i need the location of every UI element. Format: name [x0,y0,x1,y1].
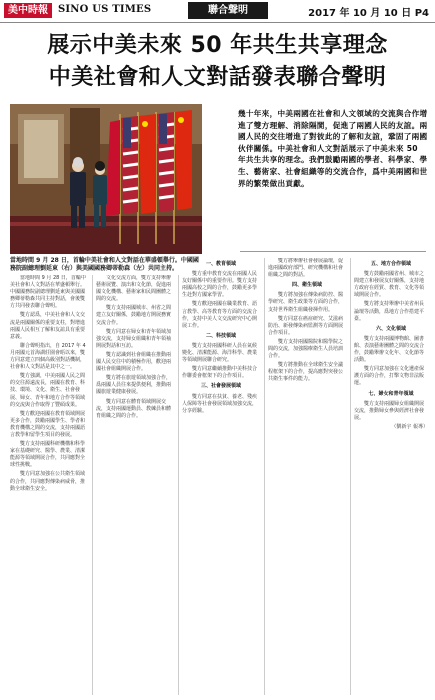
masthead [0,0,435,23]
article-paragraph: 雙方同意加強在公共衛生領域的合作，共同應對傳染病威脅，推動全球衛生安全。 [10,471,86,492]
article-column-2 [96,275,174,695]
section-label: 聯合聲明 [188,2,268,19]
article-paragraph: 一、教育領域 [205,261,236,267]
photo-illustration [10,104,202,254]
headline [0,30,435,94]
article-paragraph: 雙方將支持舉辦中美省州長論壇等活動，爲地方合作搭建平臺。 [354,301,425,322]
article-paragraph: 七、婦女和青年領域 [368,390,414,397]
article-paragraph: 二、科技領域 [205,332,236,339]
column-divider [92,275,93,695]
article-paragraph: （劉新宇 報導） [391,423,428,430]
lede-paragraph: 幾十年來，中美兩國在社會和人文領域的交流與合作增進了雙方理解、消除隔閡，促進了兩國人民的友誼。兩國人民的交往增進了對彼此的了解和友誼，鞏固了兩國伙伴關係。中美社會和人文對話展示了中美未來 50 年共生共享的理念。我們鼓勵兩國的學者、科學家、學生、藝術家、社會組織等的交流合作，爲中美兩國和世界的繁榮做出貢獻。 [238,109,428,188]
article-paragraph: 雙方將加強在傳染病防控、醫學研究、衛生政策等方面的合作，支持世界衛生組織發揮作用。 [268,292,344,313]
article-column-3 [182,258,260,695]
article-paragraph: 雙方認識到社會組織在推動兩國人民交往中的積極作用，歡迎兩國社會組織開展合作。 [96,351,172,373]
headline-line-1: 展示中美未來 50 年共生共享理念 [47,33,388,58]
article-paragraph: 雙方支持兩國博物館、圖書館、表演藝術團體之間的交流合作，鼓勵舉辦文化年、文化節等活動。 [354,335,425,364]
article-column-5 [354,258,428,695]
article-paragraph: 雙方鼓勵兩國省州、城市之間建立和發展友好關係，支持地方政府在經貿、教育、文化等領域開展合作。 [354,271,425,299]
photo-caption: 當地時間 9 月 28 日，首輪中美社會和人文對話在華盛頓舉行。中國國務院副總理劉延東（右）與美國國務卿蒂勒森（左）共同主持。 [10,257,199,272]
article-paragraph: 雙方將舉辦社會發展論壇，促進兩國政府部門、研究機構和社會組織之間的對話。 [268,258,344,279]
article-paragraph: 雙方歡迎兩國在職業教育、語言教學、高等教育等方面的交流合作，支持中美人文交流研究中心開展工作。 [182,301,258,329]
article-paragraph: 雙方同意繼續推動中美科技合作聯委會框架下的合作項目。 [182,366,258,380]
article-column-4 [268,258,346,695]
article-paragraph: 文化交流方面，雙方支持舉辦藝術展覽、演出和文化節，促進兩國文化機構、藝術家和民間團體之間的交流。 [96,275,172,303]
column-divider [264,258,265,695]
article-paragraph: 四、衛生領域 [291,282,322,289]
article-paragraph: 雙方支持兩國婦女組織開展交流，推動婦女參與經濟社會發展。 [354,400,425,421]
article-paragraph: 雙方支持兩國城市、州省之間建立友好關係，鼓勵地方開展務實交流合作。 [96,305,172,326]
article-paragraph: 雙方強調，中美兩國人民之間的交往源遠流長，兩國在教育、科技、環境、文化、衛生、社會發展、婦女、青年和地方合作等領域的交流與合作取得了豐碩成果。 [10,373,86,408]
article-paragraph: 三、社會發展領域 [200,383,241,390]
article-paragraph: 雙方同意在癌症研究、艾滋病防治、新發傳染病監測等方面開展合作項目。 [268,315,344,336]
article-paragraph: 雙方將在旅遊領域加強合作，爲兩國人員往來提供便利，推動兩國旅遊業健康發展。 [96,375,172,396]
article-paragraph: 聯合聲明指出，自 2017 年 4 月兩國元首海湖莊園會晤以來，雙方同意建立四個高級別對話機制，社會和人文對話是其中之一。 [10,342,86,371]
article-paragraph: 雙方支持兩國醫院和醫學院之間的交流，加強醫療衛生人員培訓合作。 [268,338,344,360]
article-paragraph: 雙方同意加強在文化遺產保護方面的合作，打擊文物非法販運。 [354,366,425,387]
column-divider [178,275,179,695]
news-photo [10,104,202,254]
newspaper-title-en: SINO US TIMES [58,4,152,15]
article-paragraph: 五、地方合作領域 [370,261,411,267]
article-paragraph: 雙方支持兩國科研人員在氣候變化、清潔能源、海洋科學、農業等領域開展聯合研究。 [182,342,258,364]
date-page-number: 2017 年 10 月 10 日 P4 [308,8,429,19]
article-paragraph: 當地時間 9 月 28 日，首輪中美社會和人文對話在華盛頓舉行。中國國務院副總理劉延東與美國國務卿蒂勒森共同主持對話，會後雙方共同發表聯合聲明。 [10,275,86,310]
article-paragraph: 雙方支持兩國科研機構和科學家在基礎研究、醫學、農業、清潔能源等領域開展合作，共同應對全球性挑戰。 [10,441,86,469]
headline-line-2: 中美社會和人文對話發表聯合聲明 [48,65,387,90]
lede-divider [240,251,426,252]
article-paragraph: 六、文化領域 [375,325,406,332]
newspaper-logo: 美中時報 [4,3,52,18]
article-paragraph: 雙方同意在婦女和青年領域加強交流，支持婦女組織和青年領袖開展對話和互訪。 [96,328,172,349]
article-paragraph: 雙方同意在體育領域開展交流，支持兩國運動員、教練員和體育組織之間的合作。 [96,398,172,419]
article-paragraph: 雙方重申教育交流在兩國人民友好關係中的重要作用。雙方支持兩國高校之間的合作，鼓勵更多學生赴對方國家學習。 [182,271,258,299]
article-paragraph: 雙方同意在扶貧、養老、殘疾人保障等社會發展領域加強交流，分享經驗。 [182,393,258,414]
article-paragraph: 雙方歡迎兩國在教育領域開展更多合作，鼓勵兩國學生、學者和教育機構之間的交流，支持兩國語言教學和留學生項目的發展。 [10,410,86,438]
column-divider [350,258,351,695]
article-paragraph: 雙方將推動在全球衛生安全議程框架下的合作，提高應對突發公共衛生事件的能力。 [268,362,344,383]
article-paragraph: 雙方認爲，中美社會和人文交流是兩國關係的重要支柱，對增進兩國人民相互了解和友誼具有重要意義。 [10,312,86,340]
article-column-1 [10,275,88,695]
